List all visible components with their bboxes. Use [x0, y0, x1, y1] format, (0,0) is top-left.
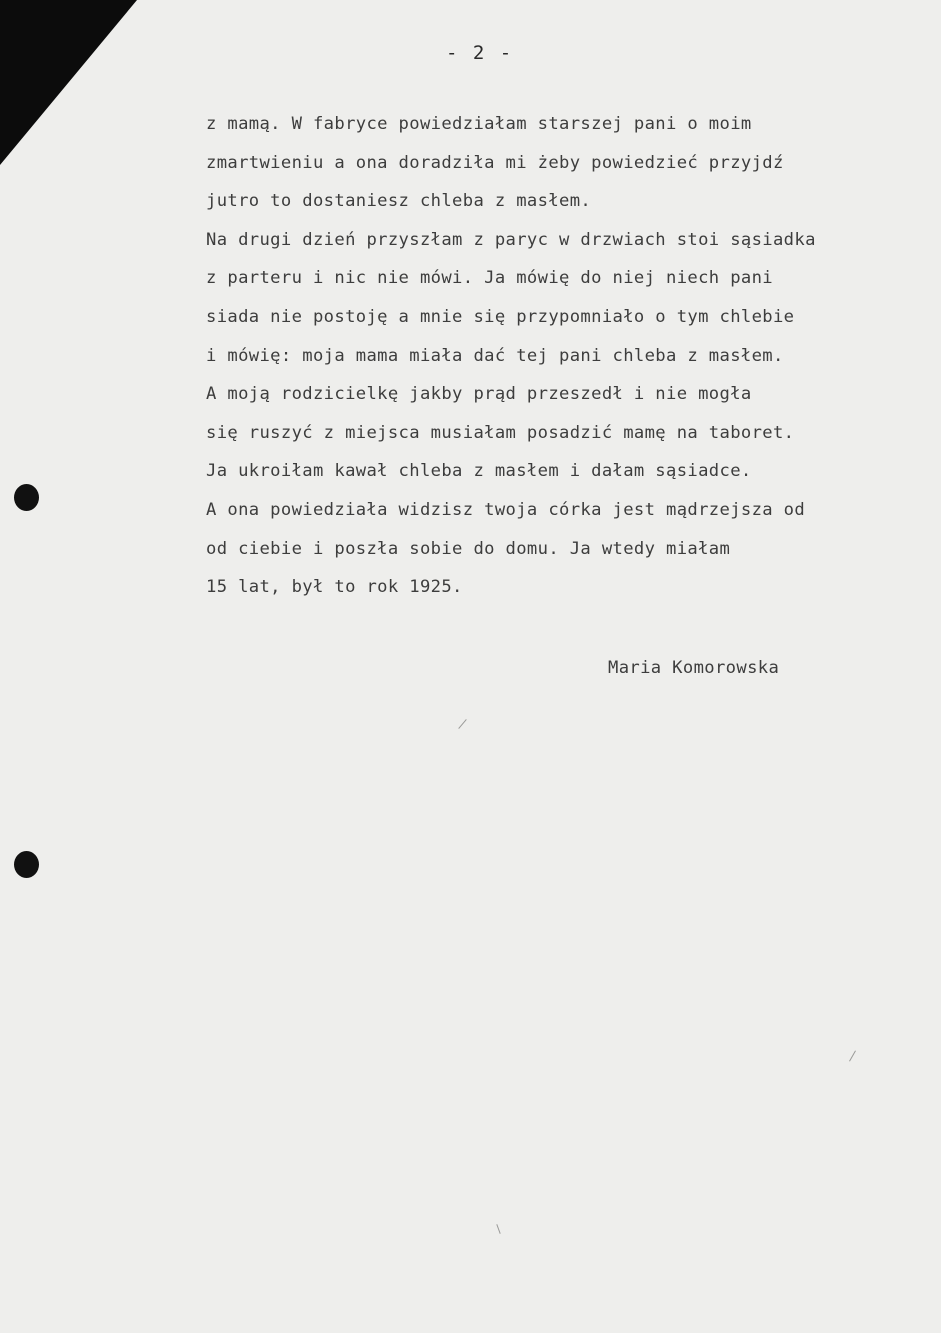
text-line: od ciebie i poszła sobie do domu. Ja wtedy miałam — [206, 538, 731, 559]
text-line: Na drugi dzień przyszłam z paryc w drzwiach stoi sąsiadka — [206, 229, 816, 250]
text-line: Ja ukroiłam kawał chleba z masłem i dałam sąsiadce. — [206, 461, 752, 482]
paper-speck — [496, 1224, 500, 1234]
text-line: się ruszyć z miejsca musiałam posadzić mamę na taboret. — [206, 422, 795, 443]
signature: Maria Komorowska — [608, 658, 780, 678]
text-line: z mamą. W fabryce powiedziałam starszej pani o moim — [206, 114, 752, 134]
text-line: A ona powiedziała widzisz twoja córka jest mądrzejsza od — [206, 499, 806, 520]
typed-text-body — [206, 110, 896, 612]
text-line: z parteru i nic nie mówi. Ja mówię do niej niech pani — [206, 268, 773, 289]
text-line: i mówię: moja mama miała dać tej pani chleba z masłem. — [206, 345, 784, 366]
text-line: A moją rodzicielkę jakby prąd przeszedł i nie mogła — [206, 384, 752, 405]
paper-speck — [458, 719, 466, 729]
text-line: zmartwieniu a ona doradziła mi żeby powiedzieć przyjdź — [206, 152, 784, 173]
paper-speck — [849, 1051, 856, 1062]
text-line: siada nie postoję a mnie się przypomniało o tym chlebie — [206, 306, 795, 327]
text-line: 15 lat, był to rok 1925. — [206, 577, 463, 598]
punch-hole-bottom — [14, 851, 39, 878]
dark-corner-shadow — [0, 0, 137, 165]
punch-hole-top — [14, 484, 39, 511]
text-line: jutro to dostaniesz chleba z masłem. — [206, 191, 592, 212]
page-number: - 2 - — [446, 42, 514, 64]
